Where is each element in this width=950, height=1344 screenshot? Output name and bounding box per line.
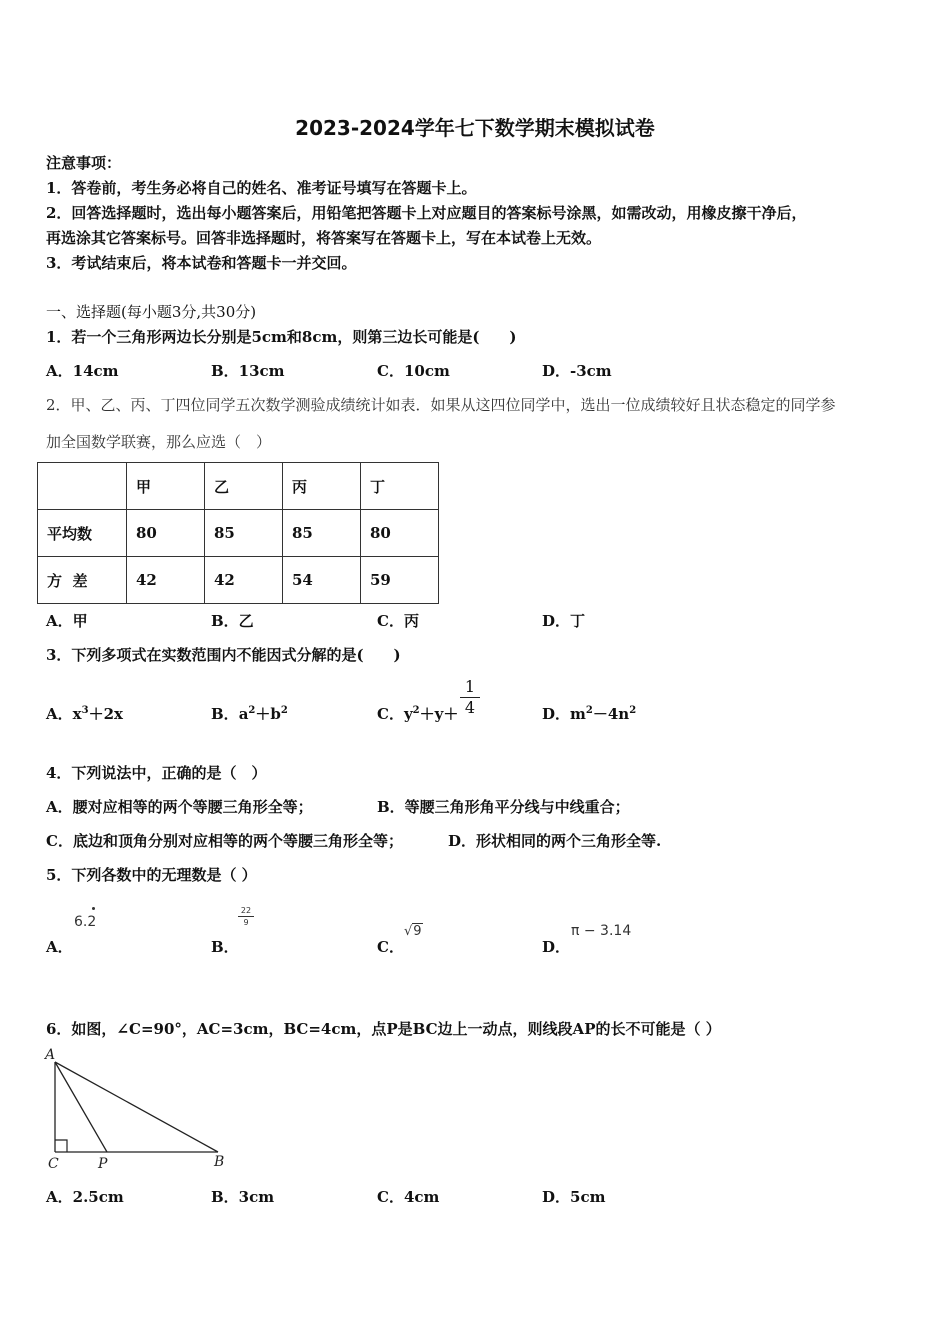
- label-p: P: [98, 1156, 108, 1172]
- exponent: 2: [629, 705, 637, 716]
- option-label: C．: [377, 705, 404, 723]
- table-cell: 平均数: [38, 510, 127, 557]
- q5-option-c-value: [404, 924, 423, 939]
- q6-option-b: B．3cm: [211, 1188, 275, 1206]
- notice-line-1: 1．答卷前，考生务必将自己的姓名、准考证号填写在答题卡上。: [46, 179, 477, 197]
- q3-option-a: [46, 703, 123, 724]
- q3-option-c: [377, 703, 458, 724]
- q5-option-b-label: B．: [211, 938, 239, 956]
- table-cell: 54: [283, 557, 361, 604]
- q2-stem-line2: 加全国数学联赛，那么应选（ ）: [46, 433, 272, 451]
- q3-option-b: [211, 703, 288, 724]
- table-row: [38, 510, 439, 557]
- exponent: 2: [280, 705, 288, 716]
- math-term: y: [403, 705, 413, 723]
- right-angle-mark: [55, 1140, 67, 1152]
- q3-stem: 3．下列多项式在实数范围内不能因式分解的是( ): [46, 646, 401, 664]
- q6-option-c: C．4cm: [377, 1188, 440, 1206]
- side-ab: [55, 1062, 218, 1152]
- q5-option-d-value: π − 3.14: [571, 923, 632, 939]
- option-label: A．: [46, 705, 73, 723]
- notice-line-3: 3．考试结束后，将本试卷和答题卡一并交回。: [46, 254, 357, 272]
- q2-stem-line1: 2．甲、乙、丙、丁四位同学五次数学测验成绩统计如表．如果从这四位同学中，选出一位成绩较好且状态稳定的同学参: [46, 396, 836, 414]
- q1-stem: 1．若一个三角形两边长分别是5cm和8cm，则第三边长可能是( ): [46, 328, 517, 346]
- table-cell: 42: [127, 557, 205, 604]
- radicand: 9: [413, 924, 422, 939]
- q5-option-b-fraction: [238, 906, 254, 927]
- page-title: 2023-2024学年七下数学期末模拟试卷: [295, 116, 655, 140]
- q5-option-a-label: A．: [46, 938, 73, 956]
- label-b: B: [214, 1154, 225, 1170]
- q2-option-a: A．甲: [46, 612, 88, 630]
- table-cell: 甲: [127, 463, 205, 510]
- q5-option-c-label: C．: [377, 938, 404, 956]
- q4-stem: 4．下列说法中，正确的是（ ）: [46, 764, 267, 782]
- notice-heading: 注意事项：: [46, 154, 122, 172]
- table-cell: 丁: [361, 463, 439, 510]
- table-cell: 42: [205, 557, 283, 604]
- table-cell: 方 差: [38, 557, 127, 604]
- q5-option-d-label: D．: [542, 938, 571, 956]
- fraction-denominator: 4: [464, 698, 476, 717]
- label-a: A: [45, 1047, 56, 1063]
- q2-option-c: C．丙: [377, 612, 419, 630]
- table-cell: 乙: [205, 463, 283, 510]
- math-term: x: [72, 705, 82, 723]
- sqrt-icon: √: [404, 924, 413, 939]
- option-label: D．: [542, 705, 571, 723]
- notice-line-2a: 2．回答选择题时，选出每小题答案后，用铅笔把答题卡上对应题目的答案标号涂黑，如需改动，用橡皮擦干净后，: [46, 204, 807, 222]
- table-cell: 85: [205, 510, 283, 557]
- fraction-denominator: 9: [243, 918, 249, 927]
- math-term: a: [238, 705, 249, 723]
- table-header-row: [38, 463, 439, 510]
- q1-option-b: B．13cm: [211, 362, 285, 380]
- q6-option-d: D．5cm: [542, 1188, 606, 1206]
- table-cell: 丙: [283, 463, 361, 510]
- table-cell: 85: [283, 510, 361, 557]
- fraction-numerator: 22: [240, 906, 252, 915]
- q3-option-d: [542, 703, 636, 724]
- math-term: －4n: [592, 705, 630, 723]
- q1-option-c: C．10cm: [377, 362, 450, 380]
- q6-stem: 6．如图，∠C=90°，AC=3cm，BC=4cm，点P是BC边上一动点，则线段AP的长不可能是（ ）: [46, 1020, 721, 1038]
- q5-stem: 5．下列各数中的无理数是（ ）: [46, 866, 257, 884]
- q2-option-d: D．丁: [542, 612, 586, 630]
- math-term: ＋2x: [88, 705, 123, 723]
- table-cell: 59: [361, 557, 439, 604]
- label-c: C: [48, 1156, 59, 1172]
- math-term: ＋b: [255, 705, 281, 723]
- table-row: [38, 557, 439, 604]
- segment-ap: [55, 1062, 107, 1152]
- notice-line-2b: 再选涂其它答案标号。回答非选择题时，将答案写在答题卡上，写在本试卷上无效。: [46, 229, 602, 247]
- math-term: ＋y＋: [419, 705, 459, 723]
- table-cell: 80: [361, 510, 439, 557]
- table-cell: 80: [127, 510, 205, 557]
- q4-option-c: C．底边和顶角分别对应相等的两个等腰三角形全等；: [46, 832, 403, 850]
- exponent: 3: [81, 705, 89, 716]
- q4-option-b: B．等腰三角形角平分线与中线重合；: [377, 798, 630, 816]
- q5-option-a-value: 6.2: [74, 914, 97, 930]
- q1-option-d: D．-3cm: [542, 362, 612, 380]
- fraction-bar: [238, 916, 254, 917]
- score-table: [37, 462, 439, 604]
- math-term: m: [570, 705, 586, 723]
- repeating-dot: [92, 907, 95, 910]
- exponent: 2: [412, 705, 420, 716]
- exponent: 2: [585, 705, 593, 716]
- q2-option-b: B．乙: [211, 612, 254, 630]
- section-heading: 一、选择题(每小题3分,共30分): [46, 303, 257, 321]
- q1-option-a: A．14cm: [46, 362, 119, 380]
- triangle-figure: [40, 1044, 240, 1174]
- exponent: 2: [248, 705, 256, 716]
- q4-option-d: D．形状相同的两个三角形全等.: [448, 832, 662, 850]
- table-cell: [38, 463, 127, 510]
- q4-option-a: A．腰对应相等的两个等腰三角形全等；: [46, 798, 313, 816]
- q6-option-a: A．2.5cm: [46, 1188, 124, 1206]
- fraction-numerator: 1: [464, 677, 476, 696]
- q3-fraction: [460, 678, 480, 717]
- option-label: B．: [211, 705, 239, 723]
